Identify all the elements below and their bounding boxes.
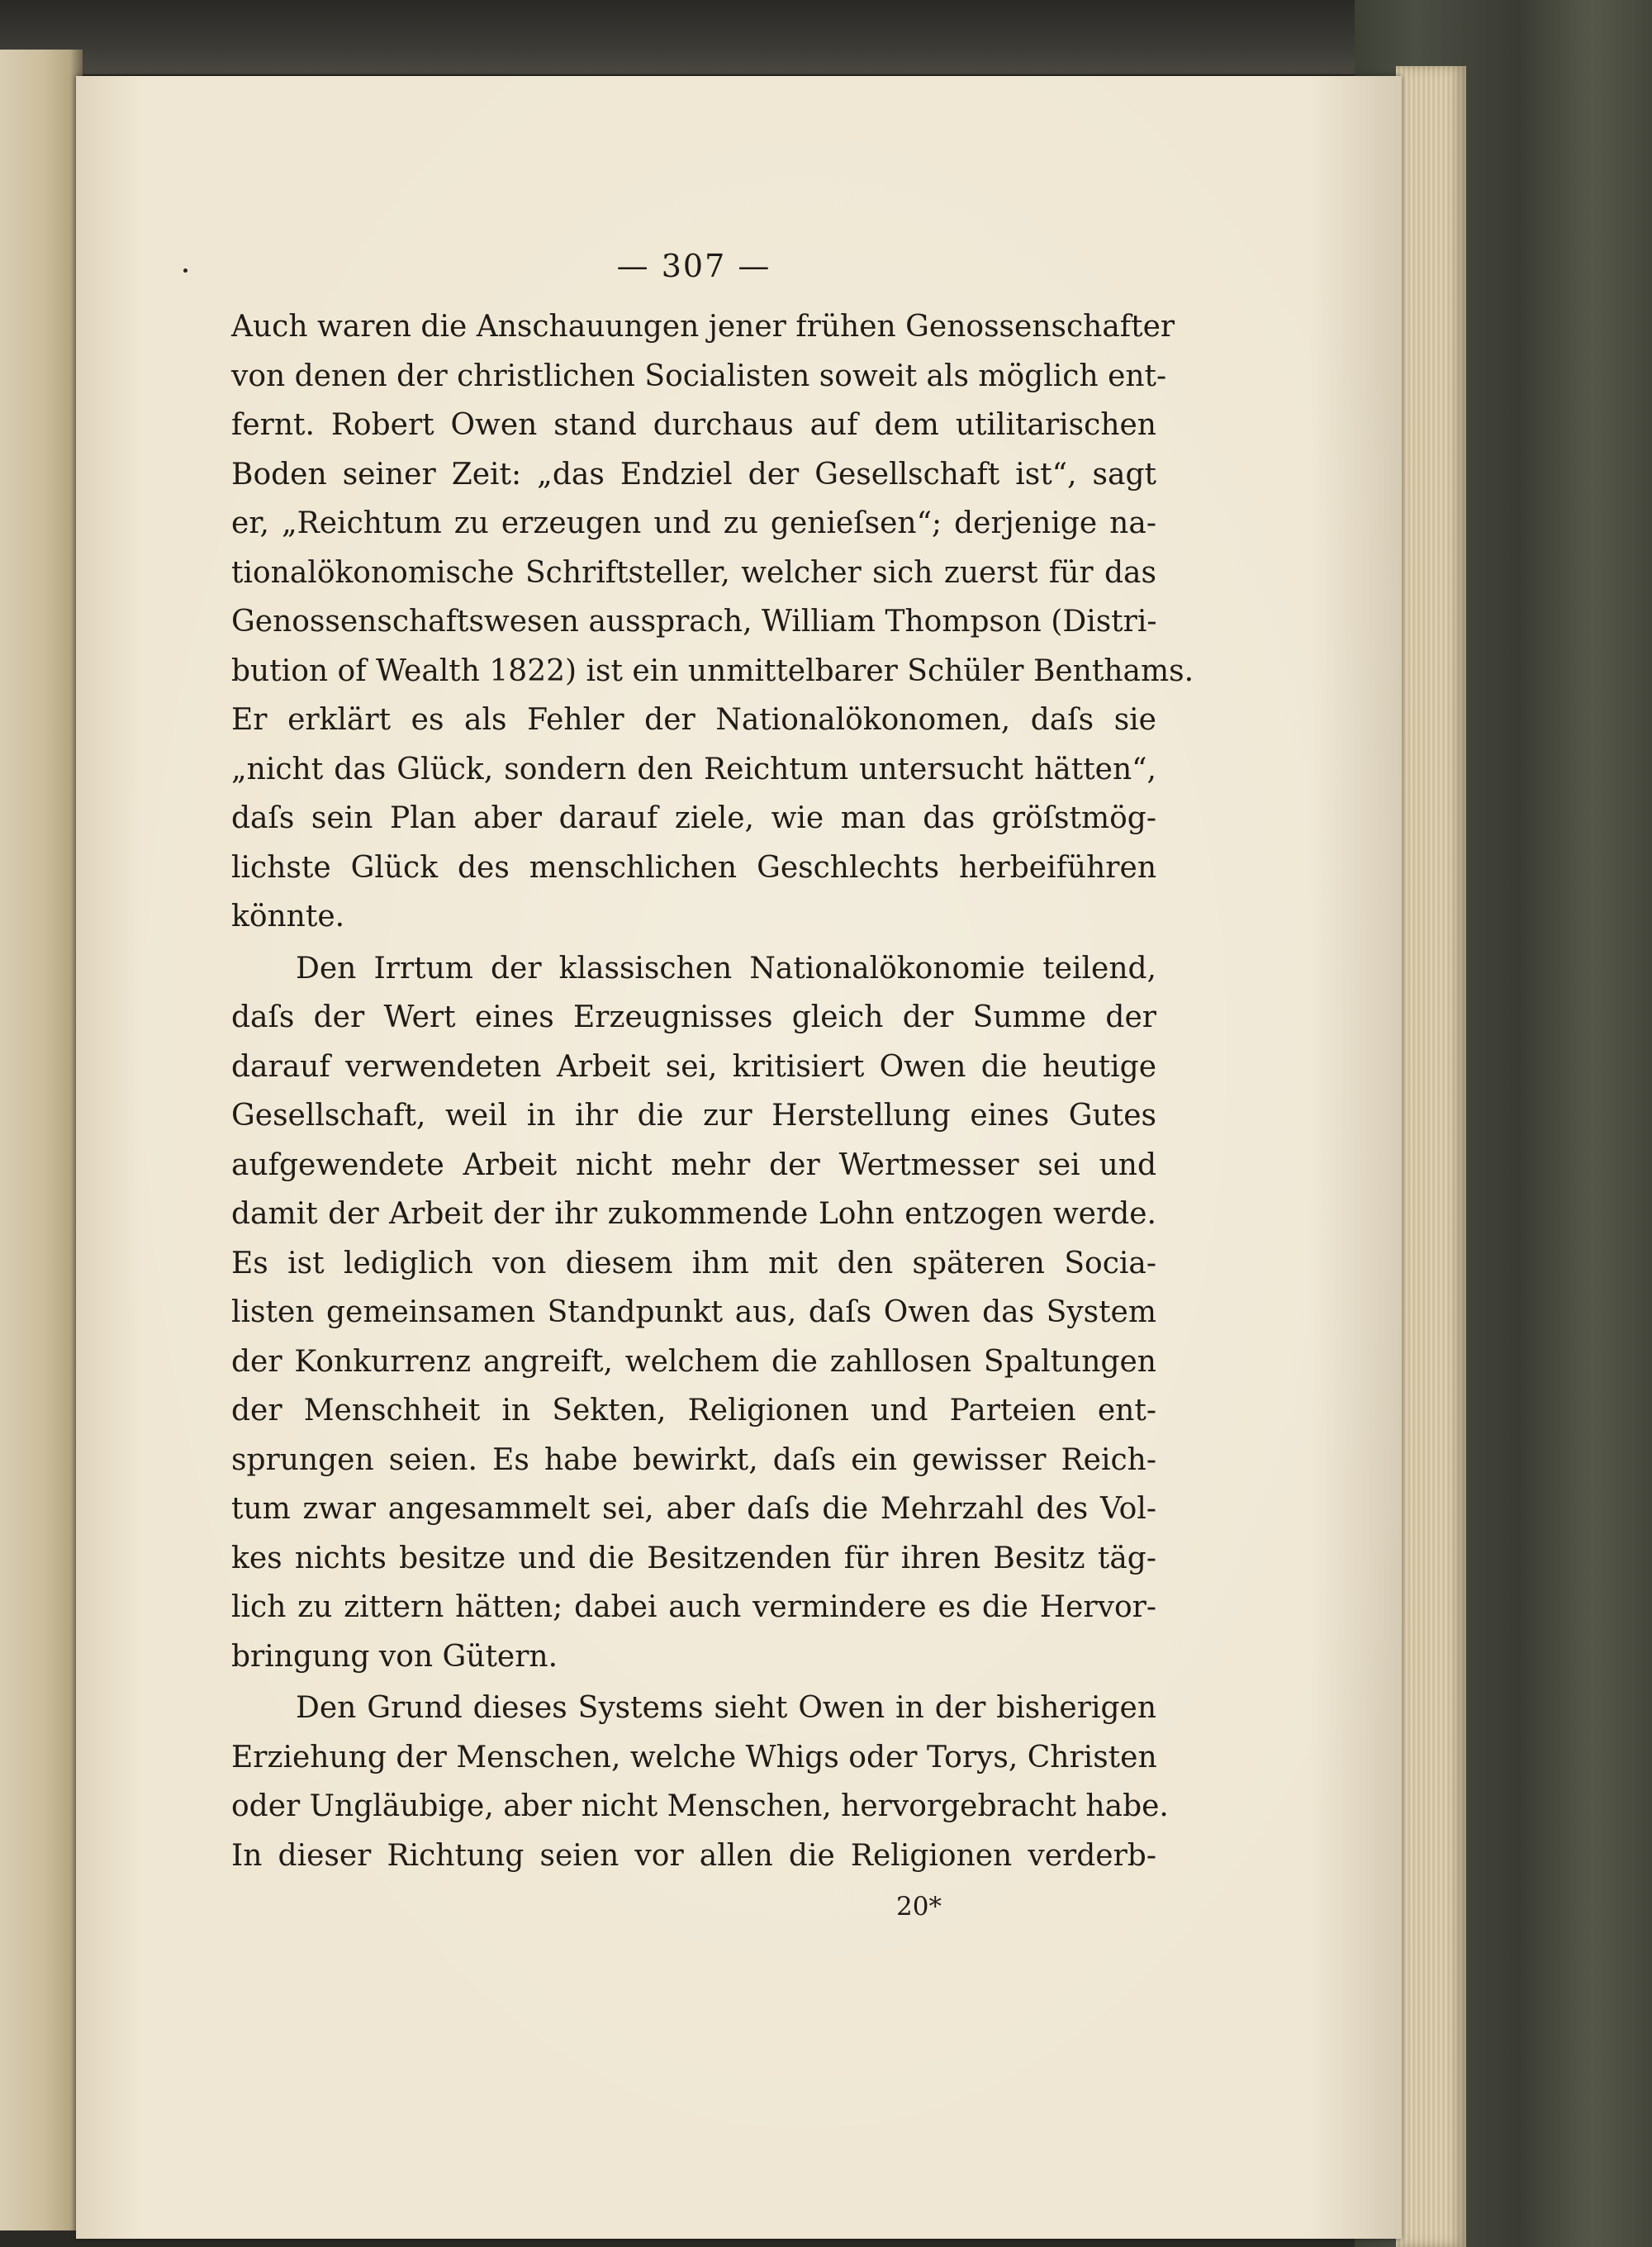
text-line: Es ist lediglich von diesem ihm mit den späteren Socia-: [231, 1246, 1156, 1280]
text-line: der Menschheit in Sekten, Religionen und Parteien ent-: [231, 1394, 1156, 1428]
text-line: In dieser Richtung seien vor allen die Religionen verderb-: [231, 1838, 1156, 1873]
text-line: der Konkurrenz angreift, welchem die zahllosen Spaltungen: [231, 1344, 1156, 1379]
ink-speck: [183, 268, 188, 273]
text-line: Erziehung der Menschen, welche Whigs oder Torys, Christen: [231, 1740, 1157, 1774]
signature-mark: 20*: [896, 1892, 942, 1922]
text-line: Genossenschaftswesen aussprach, William Thompson (Distri-: [231, 605, 1157, 639]
text-line: tionalökonomische Schriftsteller, welcher sich zuerst für das: [231, 555, 1156, 590]
text-line: fernt. Robert Owen stand durchaus auf dem utilitarischen: [231, 408, 1156, 442]
page-fore-edge: [1396, 66, 1466, 2247]
text-line: lich zu zittern hätten; dabei auch vermindere es die Hervor-: [231, 1590, 1156, 1624]
paragraph-1: [231, 302, 1194, 942]
page-text-block: [231, 248, 1194, 1880]
text-line: Den Irrtum der klassischen Nationalökonomie teilend,: [296, 951, 1156, 986]
text-line: Boden seiner Zeit: „das Endziel der Gesellschaft ist“, sagt: [231, 457, 1156, 492]
text-line: „nicht das Glück, sondern den Reichtum untersucht hätten“,: [231, 752, 1156, 786]
text-line: lichste Glück des menschlichen Geschlechts herbeiführen: [231, 850, 1156, 885]
text-line: oder Ungläubige, aber nicht Menschen, hervorgebracht habe.: [231, 1789, 1169, 1823]
text-line: daſs sein Plan aber darauf ziele, wie man das gröſstmög-: [231, 801, 1156, 835]
text-line: von denen der christlichen Socialisten soweit als möglich ent-: [231, 359, 1167, 393]
text-line: darauf verwendeten Arbeit sei, kritisiert Owen die heutige: [231, 1049, 1156, 1084]
text-line: bution of Wealth 1822) ist ein unmittelbarer Schüler Benthams.: [231, 653, 1194, 688]
text-line: Auch waren die Anschauungen jener frühen Genossenschafter: [231, 310, 1175, 344]
text-line: listen gemeinsamen Standpunkt aus, daſs Owen das System: [231, 1295, 1156, 1329]
text-line: Er erklärt es als Fehler der Nationalökonomen, daſs sie: [231, 703, 1156, 737]
text-line: damit der Arbeit der ihr zukommende Lohn entzogen werde.: [231, 1197, 1156, 1231]
text-line: tum zwar angesammelt sei, aber daſs die Mehrzahl des Vol-: [231, 1492, 1156, 1526]
text-line: er, „Reichtum zu erzeugen und zu genieſsen“; derjenige na-: [231, 506, 1156, 540]
text-line: daſs der Wert eines Erzeugnisses gleich der Summe der: [231, 1000, 1156, 1034]
paragraph-2: [231, 944, 1156, 1682]
text-line: kes nichts besitze und die Besitzenden für ihren Besitz täg-: [231, 1541, 1156, 1575]
text-line: aufgewendete Arbeit nicht mehr der Wertmesser sei und: [231, 1147, 1156, 1182]
page-number: — 307 —: [616, 248, 771, 284]
text-line: Gesellschaft, weil in ihr die zur Herstellung eines Gutes: [231, 1099, 1156, 1133]
facing-page-gutter: [0, 50, 83, 2230]
text-line: bringung von Gütern.: [231, 1639, 558, 1674]
text-line: sprungen seien. Es habe bewirkt, daſs ein gewisser Reich-: [231, 1442, 1156, 1477]
paragraph-3: [231, 1684, 1169, 1880]
text-line: könnte.: [231, 900, 345, 933]
text-line: Den Grund dieses Systems sieht Owen in der bisherigen: [296, 1691, 1156, 1725]
